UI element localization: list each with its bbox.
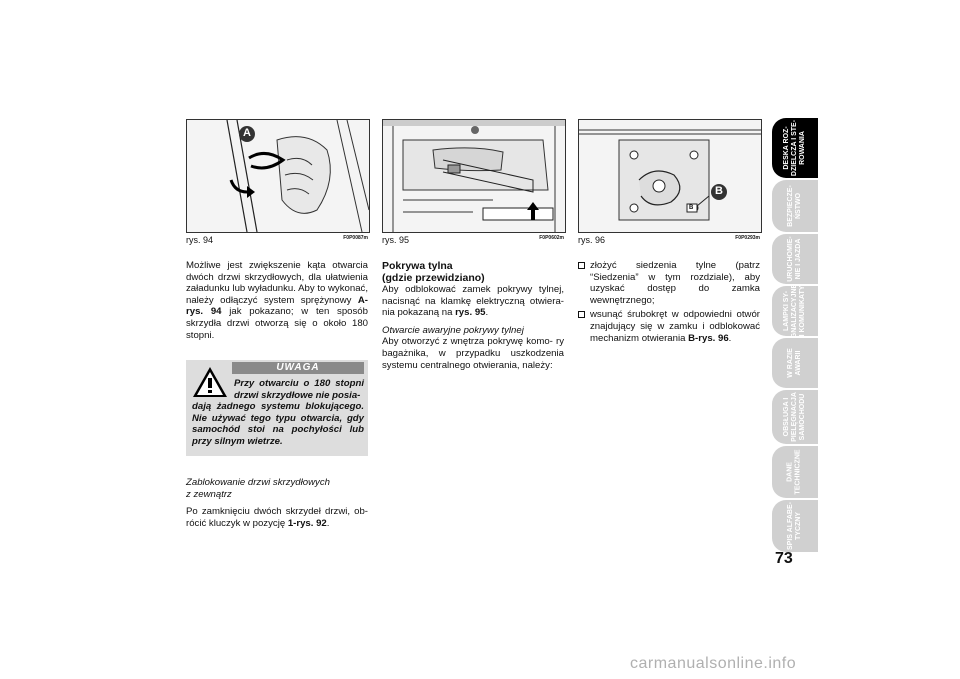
figure-label: rys. 96 <box>578 235 606 245</box>
warning-triangle-icon <box>192 366 228 398</box>
figure-rys-96 <box>578 119 762 233</box>
figure-code: F0P0602m <box>539 235 564 241</box>
tab-label: BEZPIECZE- ŃSTWO <box>787 185 802 227</box>
figure-ref: rys. 95 <box>455 307 486 319</box>
subheading: Otwarcie awaryjne pokrywy tylnej <box>382 324 524 336</box>
list-item: złożyć siedzenia tylne (patrz “Siedzenia” w tym rozdziale), aby uzyskać dostęp do zamka wewnętrznego; <box>578 260 760 306</box>
figure-label: rys. 95 <box>382 235 410 245</box>
figure-rys-95 <box>382 119 566 233</box>
column-1 <box>186 260 368 341</box>
column-2 <box>382 260 564 371</box>
tab-label: URUCHOMIE- NIE I JAZDA <box>787 236 802 282</box>
warning-title: UWAGA <box>232 362 364 374</box>
tab-deska-rozdzielcza[interactable] <box>772 118 818 178</box>
warning-text: dają żadnego systemu blokującego. Nie używać tego typu otwarcia, gdy samochód stoi na pochyłości lub przy silnym wietrze. <box>192 401 364 447</box>
tab-label: LAMPKI SY- GNALIZACYJNE I KOMUNIKATY <box>783 283 807 339</box>
figure-code: F0P0087m <box>343 235 368 241</box>
figure-ref: B-rys. 96 <box>688 332 729 344</box>
paragraph: Aby odblokować zamek pokrywy tylnej, nacisnąć na klamkę elektryczną otwiera- nia pokazaną na rys. 95. <box>382 284 564 319</box>
figure-ref: A-rys. 94 <box>186 294 368 318</box>
column-1-bottom <box>186 477 368 529</box>
watermark: carmanualsonline.info <box>630 655 797 672</box>
warning-box <box>186 360 368 456</box>
checkbox-bullet-icon <box>578 262 585 269</box>
checkbox-bullet-icon <box>578 311 585 318</box>
tab-dane-techniczne[interactable] <box>772 446 818 498</box>
paragraph: Aby otworzyć z wnętrza pokrywę komo- ry bagażnika, w przypadku uszkodzenia systemu centralnego otwierania, należy: <box>382 336 564 371</box>
figure-code: F0P0293m <box>735 235 760 241</box>
page-number: 73 <box>775 550 793 567</box>
tab-lampki[interactable] <box>772 283 818 339</box>
tab-bezpieczenstwo[interactable] <box>772 180 818 232</box>
tab-label: SPIS ALFABE- TYCZNY <box>787 502 802 550</box>
figure-ref: 1-rys. 92 <box>287 517 327 529</box>
tab-label: DESKA ROZ- DZIELCZA I STE- ROWANIA <box>783 119 807 177</box>
warning-text: Przy otwarciu o 180 stopni drzwi skrzydłowe nie posia- <box>234 378 364 401</box>
tab-w-razie-awarii[interactable] <box>772 338 818 388</box>
tab-spis-alfabetyczny[interactable] <box>772 500 818 552</box>
tab-obsluga[interactable] <box>772 390 818 444</box>
tab-label: OBSŁUGA I PIELĘGNACJA SAMOCHODU <box>783 392 807 442</box>
figure-small-marker-b: B <box>689 205 694 211</box>
figure-rys-94 <box>186 119 370 233</box>
figure-marker-b: B <box>715 185 723 197</box>
column-3 <box>578 260 760 344</box>
paragraph: Możliwe jest zwiększenie kąta otwarcia dwóch drzwi skrzydłowych, dla ułatwienia załadunku lub wyładunku. Aby to wykonać, należy odłączyć system sprężynowy A-rys. 94 jak pokazano; w ten sposób skrzydła drzwi otworzą się o około 180 stopni. <box>186 260 368 341</box>
section-heading: Pokrywa tylna <box>382 260 453 272</box>
subheading: Zablokowanie drzwi skrzydłowych z zewnątrz <box>186 477 330 500</box>
tab-label: DANE TECHNICZNE <box>787 449 802 495</box>
figure-label: rys. 94 <box>186 235 214 245</box>
figure-marker-a: A <box>243 127 251 139</box>
paragraph: Po zamknięciu dwóch skrzydeł drzwi, ob- rócić kluczyk w pozycję 1-rys. 92. <box>186 506 368 529</box>
list-item: wsunąć śrubokręt w odpowiedni otwór znajdujący się w zamku i odblokować mechanizm otwierania B-rys. 96. <box>578 309 760 344</box>
tab-uruchomienie[interactable] <box>772 234 818 284</box>
tab-label: W RAZIE AWARII <box>787 348 802 378</box>
section-heading: (gdzie przewidziano) <box>382 272 485 284</box>
